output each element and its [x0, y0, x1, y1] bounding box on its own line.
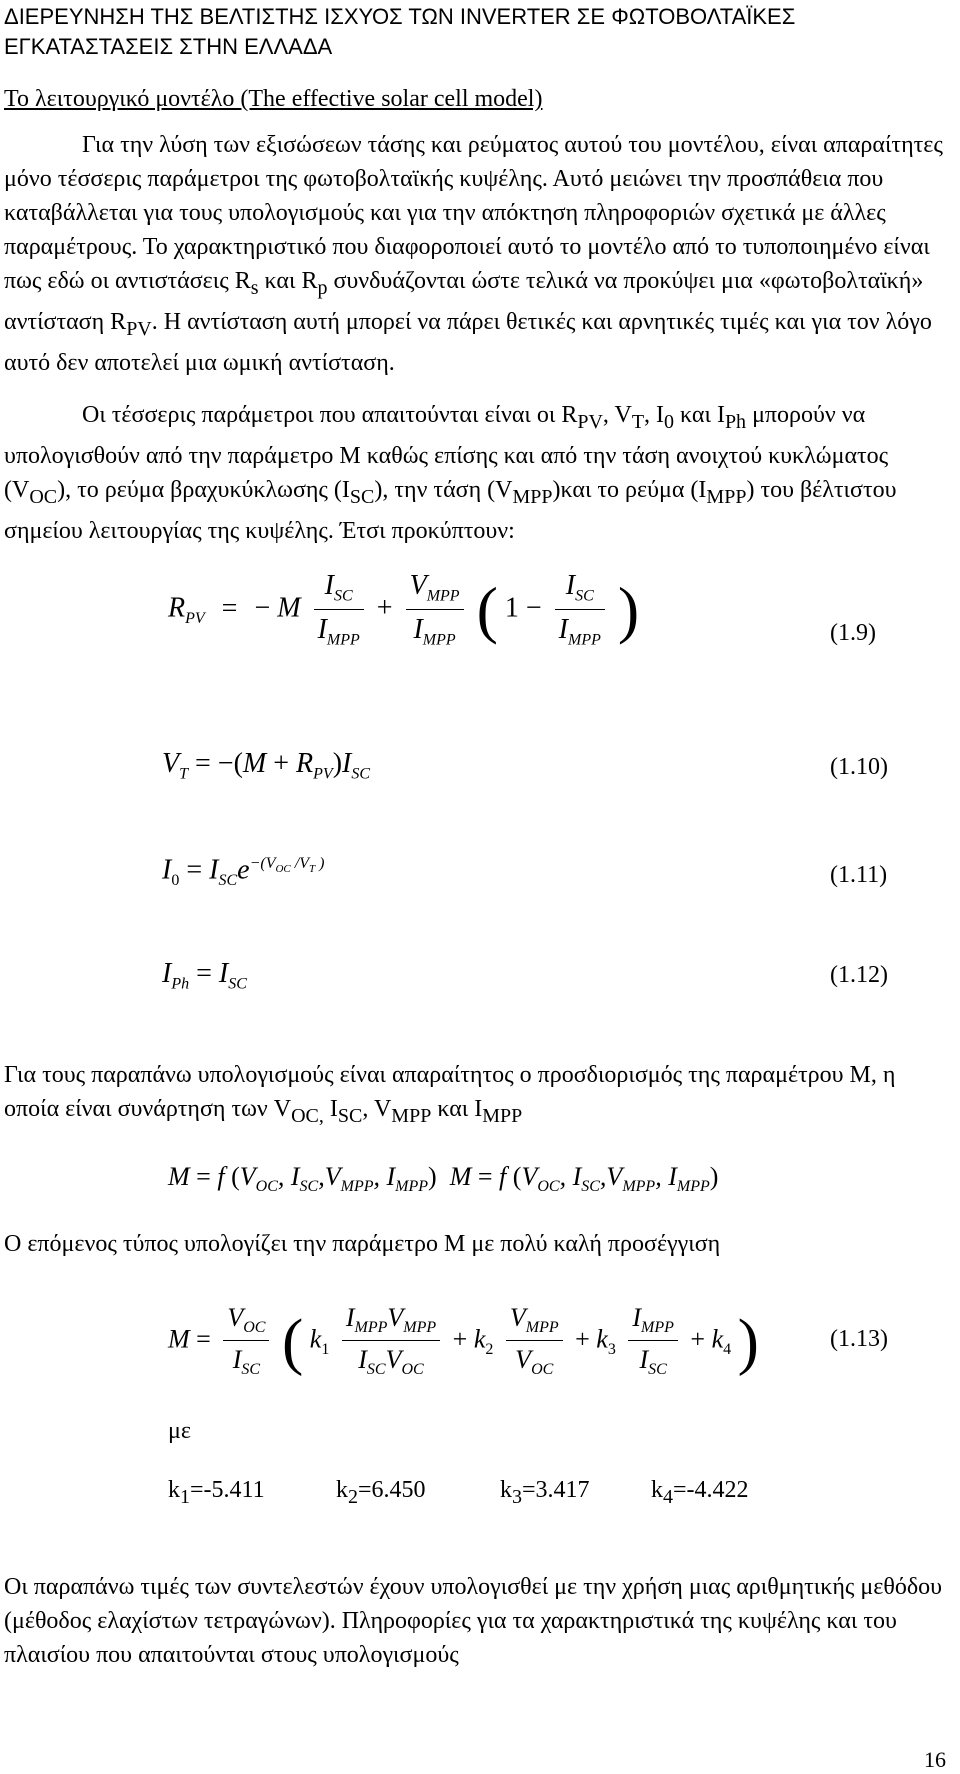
equation-1-9: $R_{PV}$ = − M $\frac{I_{SC}}{I_{MPP}}$ + $\frac{V_{MPP}}{I_{MPP}}$ ( 1 − $\frac{I_{SC}}{I_{MPP}}$ ) [168, 570, 640, 649]
equation-1-10: $V_T = -(M + R_{PV})I_{SC}$ [162, 748, 371, 783]
section-title: Το λειτουργικό μοντέλο (The effective solar cell model) [4, 86, 543, 112]
paragraph-5: Οι παραπάνω τιμές των συντελεστών έχουν υπολογισθεί με την χρήση μιας αριθμητικής μεθόδου (μέθοδος ελαχίστων τετραγώνων). Πληροφορίες για τα χαρακτηριστικά της κυψέλης και του πλαισίου που απαιτούνται στους υπολογισμούς [4, 1574, 943, 1668]
equation-number: (1.10) [830, 754, 888, 780]
coefficient-k2: $k_2=6.450$ [336, 1477, 426, 1508]
me-label: με [168, 1418, 191, 1444]
equation-1-12: $I_{Ph} = I_{SC}$ [162, 958, 247, 993]
document-header [4, 2, 904, 62]
equation-m-function: M = f ($V_{OC}$, $I_{SC},V_{MPP}$, $I_{MPP}$) M = f ($V_{OC}$, $I_{SC},V_{MPP}$, $I_{MPP}$) [168, 1162, 719, 1196]
paragraph-4: Ο επόμενος τύπος υπολογίζει την παράμετρο M με πολύ καλή προσέγγιση [4, 1231, 721, 1257]
paragraph-3: Για τους παραπάνω υπολογισμούς είναι απαραίτητος ο προσδιορισμός της παραμέτρου M, η οποία είναι συνάρτηση των $V_{OC,}$ $I_{SC}$, $V_{MPP}$ και $I_{MPP}$ [4, 1062, 896, 1127]
page-number: 16 [924, 1747, 946, 1772]
header-line-1: ΔΙΕΡΕΥΝΗΣΗ ΤΗΣ ΒΕΛΤΙΣΤΗΣ ΙΣΧΥΟΣ ΤΩΝ INVERTER ΣΕ ΦΩΤΟΒΟΛΤΑΪΚΕΣ [4, 4, 796, 29]
header-line-2: ΕΓΚΑΤΑΣΤΑΣΕΙΣ ΣΤΗΝ ΕΛΛΑΔΑ [4, 34, 333, 59]
paragraph-2: Οι τέσσερις παράμετροι που απαιτούνται είναι οι $R_{PV}$, $V_T$, $I_0$ και $I_{Ph}$ μπορούν να υπολογισθούν από την παράμετρο M καθώς επίσης και από την τάση ανοιχτού κυκλώματος $(V_{OC})$, το ρεύμα βραχυκύκλωσης $(I_{SC})$, την τάση $(V_{MPP})\kappa\alpha\iota$ το ρεύμα $(I_{MPP})$ του βέλτιστου σημείου λειτουργίας της κυψέλης. Έτσι προκύπτουν: [4, 402, 897, 544]
equation-1-13: M = $\frac{V_{OC}}{I_{SC}}$ ( $k_1$ $\frac{I_{MPP}V_{MPP}}{I_{SC}V_{OC}}$ + $k_2$ $\frac{V_{MPP}}{V_{OC}}$ + $k_3$ $\frac{I_{MPP}}{I_{SC}}$ + $k_4$ ) [168, 1303, 759, 1379]
paragraph-1: Για την λύση των εξισώσεων τάσης και ρεύματος αυτού του μοντέλου, είναι απαραίτητες μόνο τέσσερις παράμετροι της φωτοβολταϊκής κυψέλης. Αυτό μειώνει την προσπάθεια που καταβάλλεται για τους υπολογισμούς και για την απόκτηση πληροφοριών σχετικά με άλλες παραμέτρους. Το χαρακτηριστικό που διαφοροποιεί αυτό το μοντέλο από το τυποποιημένο είναι πως εδώ οι αντιστάσεις $R_s$ και $R_p$ συνδυάζονται ώστε τελικά να προκύψει μια «φωτοβολταϊκή» αντίσταση $R_{PV}$. Η αντίσταση αυτή μπορεί να πάρει θετικές και αρνητικές τιμές και για τον λόγο αυτό δεν αποτελεί μια ωμική αντίσταση. [4, 132, 943, 376]
equation-number: (1.13) [830, 1326, 888, 1352]
equation-number: (1.9) [830, 620, 876, 646]
coefficient-k4: $k_4=-4.422$ [651, 1477, 749, 1508]
coefficient-k1: $k_1=-5.411$ [168, 1477, 265, 1508]
equation-number: (1.11) [830, 862, 888, 888]
equation-number: (1.12) [830, 962, 888, 988]
coefficient-k3: $k_3=3.417$ [500, 1477, 590, 1508]
equation-1-11: $I_0 = I_{SC}e^{-(V_{OC} /V_T )}$ [162, 854, 325, 889]
